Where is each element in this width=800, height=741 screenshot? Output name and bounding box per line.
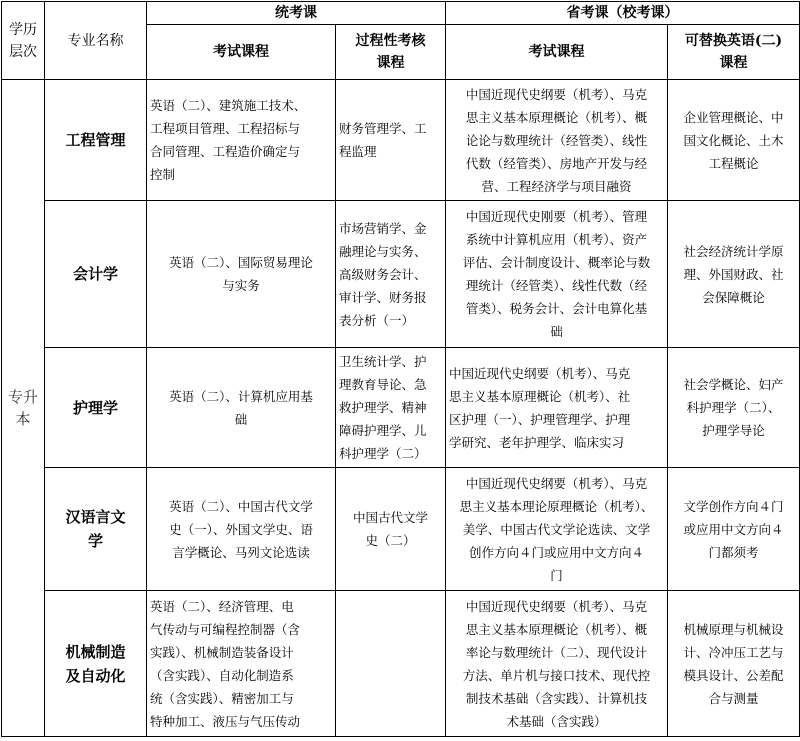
alt-cell: 机械原理与机械设 计、冷冲压工艺与 模具设计、公差配 合与测量	[668, 591, 800, 737]
header-process-courses: 过程性考核 课程	[336, 25, 446, 80]
major-cell: 工程管理	[45, 80, 147, 201]
process-cell	[336, 591, 446, 737]
prov-exam-cell: 中国近现代史纲要（机考）、马克 思主义基本原理概论（机考）、概 率论与数理统计（二）、现代设计 方法、单片机与接口技术、现代控 制技术基础（含实践）、计算机技 术基础（含实践）	[446, 591, 668, 737]
exam-cell: 英语（二）、经济管理、电 气传动与可编程控制器（含 实践）、机械制造装备设计 （含实践）、自动化制造系 统（含实践）、精密加工与 特种加工、液压与气压传动	[147, 591, 336, 737]
prov-exam-cell: 中国近现代史纲要（机考）、马克 思主义基本原理概论（机考）、概 论论与数理统计（经管类）、线性 代数（经管类）、房地产开发与经 营、工程经济学与项目融资	[446, 80, 668, 201]
header-level: 学历 层次	[2, 2, 45, 80]
process-cell: 财务管理学、工 程监理	[336, 80, 446, 201]
major-cell: 机械制造 及自动化	[45, 591, 147, 737]
header-unified: 统考课	[147, 2, 446, 25]
alt-cell: 文学创作方向４门 或应用中文方向４ 门都须考	[668, 468, 800, 591]
major-cell: 汉语言文 学	[45, 468, 147, 591]
process-cell: 市场营销学、金 融理论与实务、 高级财务会计、 审计学、财务报 表分析（一）	[336, 201, 446, 348]
major-cell: 护理学	[45, 348, 147, 468]
header-major: 专业名称	[45, 2, 147, 80]
prov-exam-cell: 中国近现代史刚要（机考）、管理 系统中计算机应用（机考）、资产 评估、会计制度设计、概率论与数 理统计（经管类）、线性代数（经 管类）、税务会计、会计电算化基 础	[446, 201, 668, 348]
level-cell: 专升 本	[2, 80, 45, 737]
process-cell: 中国古代文学 史（二）	[336, 468, 446, 591]
exam-cell: 英语（二）、计算机应用基 础	[147, 348, 336, 468]
prov-exam-cell: 中国近现代史纲要（机考）、马克 思主义基本理论原理概论（机考）、 美学、中国古代文学论选读、文学 创作方向４门或应用中文方向４ 门	[446, 468, 668, 591]
table-row	[2, 201, 800, 348]
exam-cell: 英语（二）、建筑施工技术、 工程项目管理、工程招标与 合同管理、工程造价确定与 控制	[147, 80, 336, 201]
header-exam-courses: 考试课程	[147, 25, 336, 80]
exam-cell: 英语（二）、中国古代文学 史（一）、外国文学史、语 言学概论、马列文论选读	[147, 468, 336, 591]
table-row	[2, 80, 800, 201]
header-provincial: 省考课（校考课）	[446, 2, 800, 25]
prov-exam-cell: 中国近现代史纲要（机考）、马克 思主义基本原理概论（机考）、社 区护理（一）、护理管理学、护理 学研究、老年护理学、临床实习	[446, 348, 668, 468]
table-row	[2, 348, 800, 468]
alt-cell: 社会学概论、妇产 科护理学（二）、 护理学导论	[668, 348, 800, 468]
alt-cell: 社会经济统计学原 理、外国财政、社 会保障概论	[668, 201, 800, 348]
exam-cell: 英语（二）、国际贸易理论 与实务	[147, 201, 336, 348]
table-row	[2, 591, 800, 737]
header-alt-english: 可替换英语(二) 课程	[668, 25, 800, 80]
header-prov-exam-courses: 考试课程	[446, 25, 668, 80]
table-row	[2, 468, 800, 591]
course-table	[1, 1, 800, 737]
major-cell: 会计学	[45, 201, 147, 348]
alt-cell: 企业管理概论、中 国文化概论、土木 工程概论	[668, 80, 800, 201]
process-cell: 卫生统计学、护 理教育导论、急 救护理学、精神 障碍护理学、儿 科护理学（二）	[336, 348, 446, 468]
